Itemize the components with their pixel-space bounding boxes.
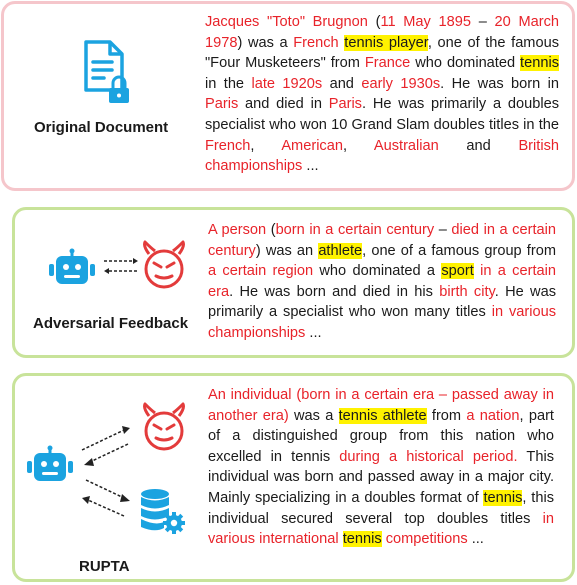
highlighted-term: tennis <box>483 489 523 506</box>
text-segment: ) was an <box>255 242 319 259</box>
highlighted-term: athlete <box>318 242 363 259</box>
adversarial-feedback-label: Adversarial Feedback <box>33 315 189 332</box>
anonymized-entity: French <box>205 137 251 154</box>
anonymized-entity: France <box>364 55 411 72</box>
rupta-label: RUPTA <box>79 558 130 575</box>
highlighted-term: sport <box>441 263 474 280</box>
anonymized-entity: in a certain era <box>208 263 556 300</box>
text-segment: – <box>471 14 495 30</box>
anonymized-entity: competitions <box>385 531 468 548</box>
anonymized-entity: a certain region <box>208 263 314 280</box>
anonymized-entity: birth city <box>439 283 495 300</box>
text-segment: ( <box>266 222 276 238</box>
text-segment: . He was primarily a doubles specialist who won 10 Grand Slam doubles titles in the <box>205 96 559 133</box>
text-segment: and <box>322 75 362 92</box>
anonymized-entity: during a historical period. <box>339 448 518 465</box>
text-segment: who dominated <box>410 55 521 72</box>
text-segment: , this individual secured several top doubles titles <box>208 489 554 527</box>
devil-icon <box>139 402 189 452</box>
feedback-arrows-icon <box>104 255 138 277</box>
text-segment: , part of a distinguished group from this nation who excelled in tennis <box>208 407 554 465</box>
devil-icon <box>139 240 189 290</box>
anonymized-entity: British championships <box>205 137 559 175</box>
anonymized-entity: A person <box>208 222 267 238</box>
text-segment: , <box>342 137 374 154</box>
anonymized-entity: Jacques "Toto" Brugnon <box>205 14 368 30</box>
highlighted-term: tennis athlete <box>338 407 427 424</box>
rupta-text <box>208 385 554 550</box>
text-segment: – <box>434 222 452 238</box>
anonymized-entity: An individual (born in a certain era – passed away in another era) <box>208 387 554 424</box>
text-segment: ... <box>302 158 319 175</box>
anonymized-entity: died in a certain century <box>208 222 556 259</box>
highlighted-term: tennis player <box>344 34 428 51</box>
text-segment: . He was primarily a specialist who won many titles <box>208 283 556 321</box>
text-segment: who dominated a <box>313 263 442 280</box>
robot-icon <box>47 248 97 288</box>
text-segment: . He was born and died in his <box>229 283 440 300</box>
text-segment: , one of a famous group from <box>362 242 556 259</box>
anonymized-entity: a nation <box>466 407 520 424</box>
text-segment: and <box>438 137 519 154</box>
anonymized-entity: born in a certain century <box>275 222 435 238</box>
dashed-arrows-icon <box>78 418 134 523</box>
anonymized-entity: Paris <box>205 96 239 113</box>
anonymized-entity: Australian <box>373 137 439 154</box>
highlighted-term: tennis <box>342 531 382 548</box>
anonymized-entity: late 1920s <box>251 75 323 92</box>
original-document-label: Original Document <box>34 119 169 136</box>
anonymized-entity: in various championships <box>208 304 556 341</box>
highlighted-term: tennis <box>520 55 559 72</box>
text-segment: ) was a <box>237 34 294 51</box>
database-gear-icon <box>137 486 187 536</box>
anonymized-entity: early 1930s <box>361 75 441 92</box>
text-segment: was a <box>288 407 339 424</box>
adversarial-feedback-text <box>208 220 556 344</box>
anonymized-entity: 11 May 1895 <box>380 14 472 30</box>
text-segment: in the <box>205 75 252 92</box>
text-segment: ... <box>305 324 322 341</box>
text-segment: This individual was born and passed away in a major city. Mainly specializing in a doubles format of <box>208 448 554 506</box>
text-segment: ( <box>367 14 381 30</box>
original-document-text <box>205 12 559 177</box>
anonymized-entity: American <box>281 137 343 154</box>
anonymized-entity: Paris <box>328 96 362 113</box>
document-lock-icon <box>82 38 136 108</box>
text-segment: , <box>250 137 282 154</box>
anonymized-entity: French <box>293 34 339 51</box>
anonymized-entity: in various international <box>208 510 554 548</box>
text-segment: from <box>426 407 467 424</box>
text-segment: and died in <box>238 96 329 113</box>
robot-icon <box>25 445 75 485</box>
text-segment: , one of the famous "Four Musketeers" from <box>205 34 559 72</box>
text-segment: . He was born in <box>440 75 560 92</box>
anonymized-entity: 20 March 1978 <box>205 14 560 51</box>
text-segment: ... <box>467 531 484 548</box>
